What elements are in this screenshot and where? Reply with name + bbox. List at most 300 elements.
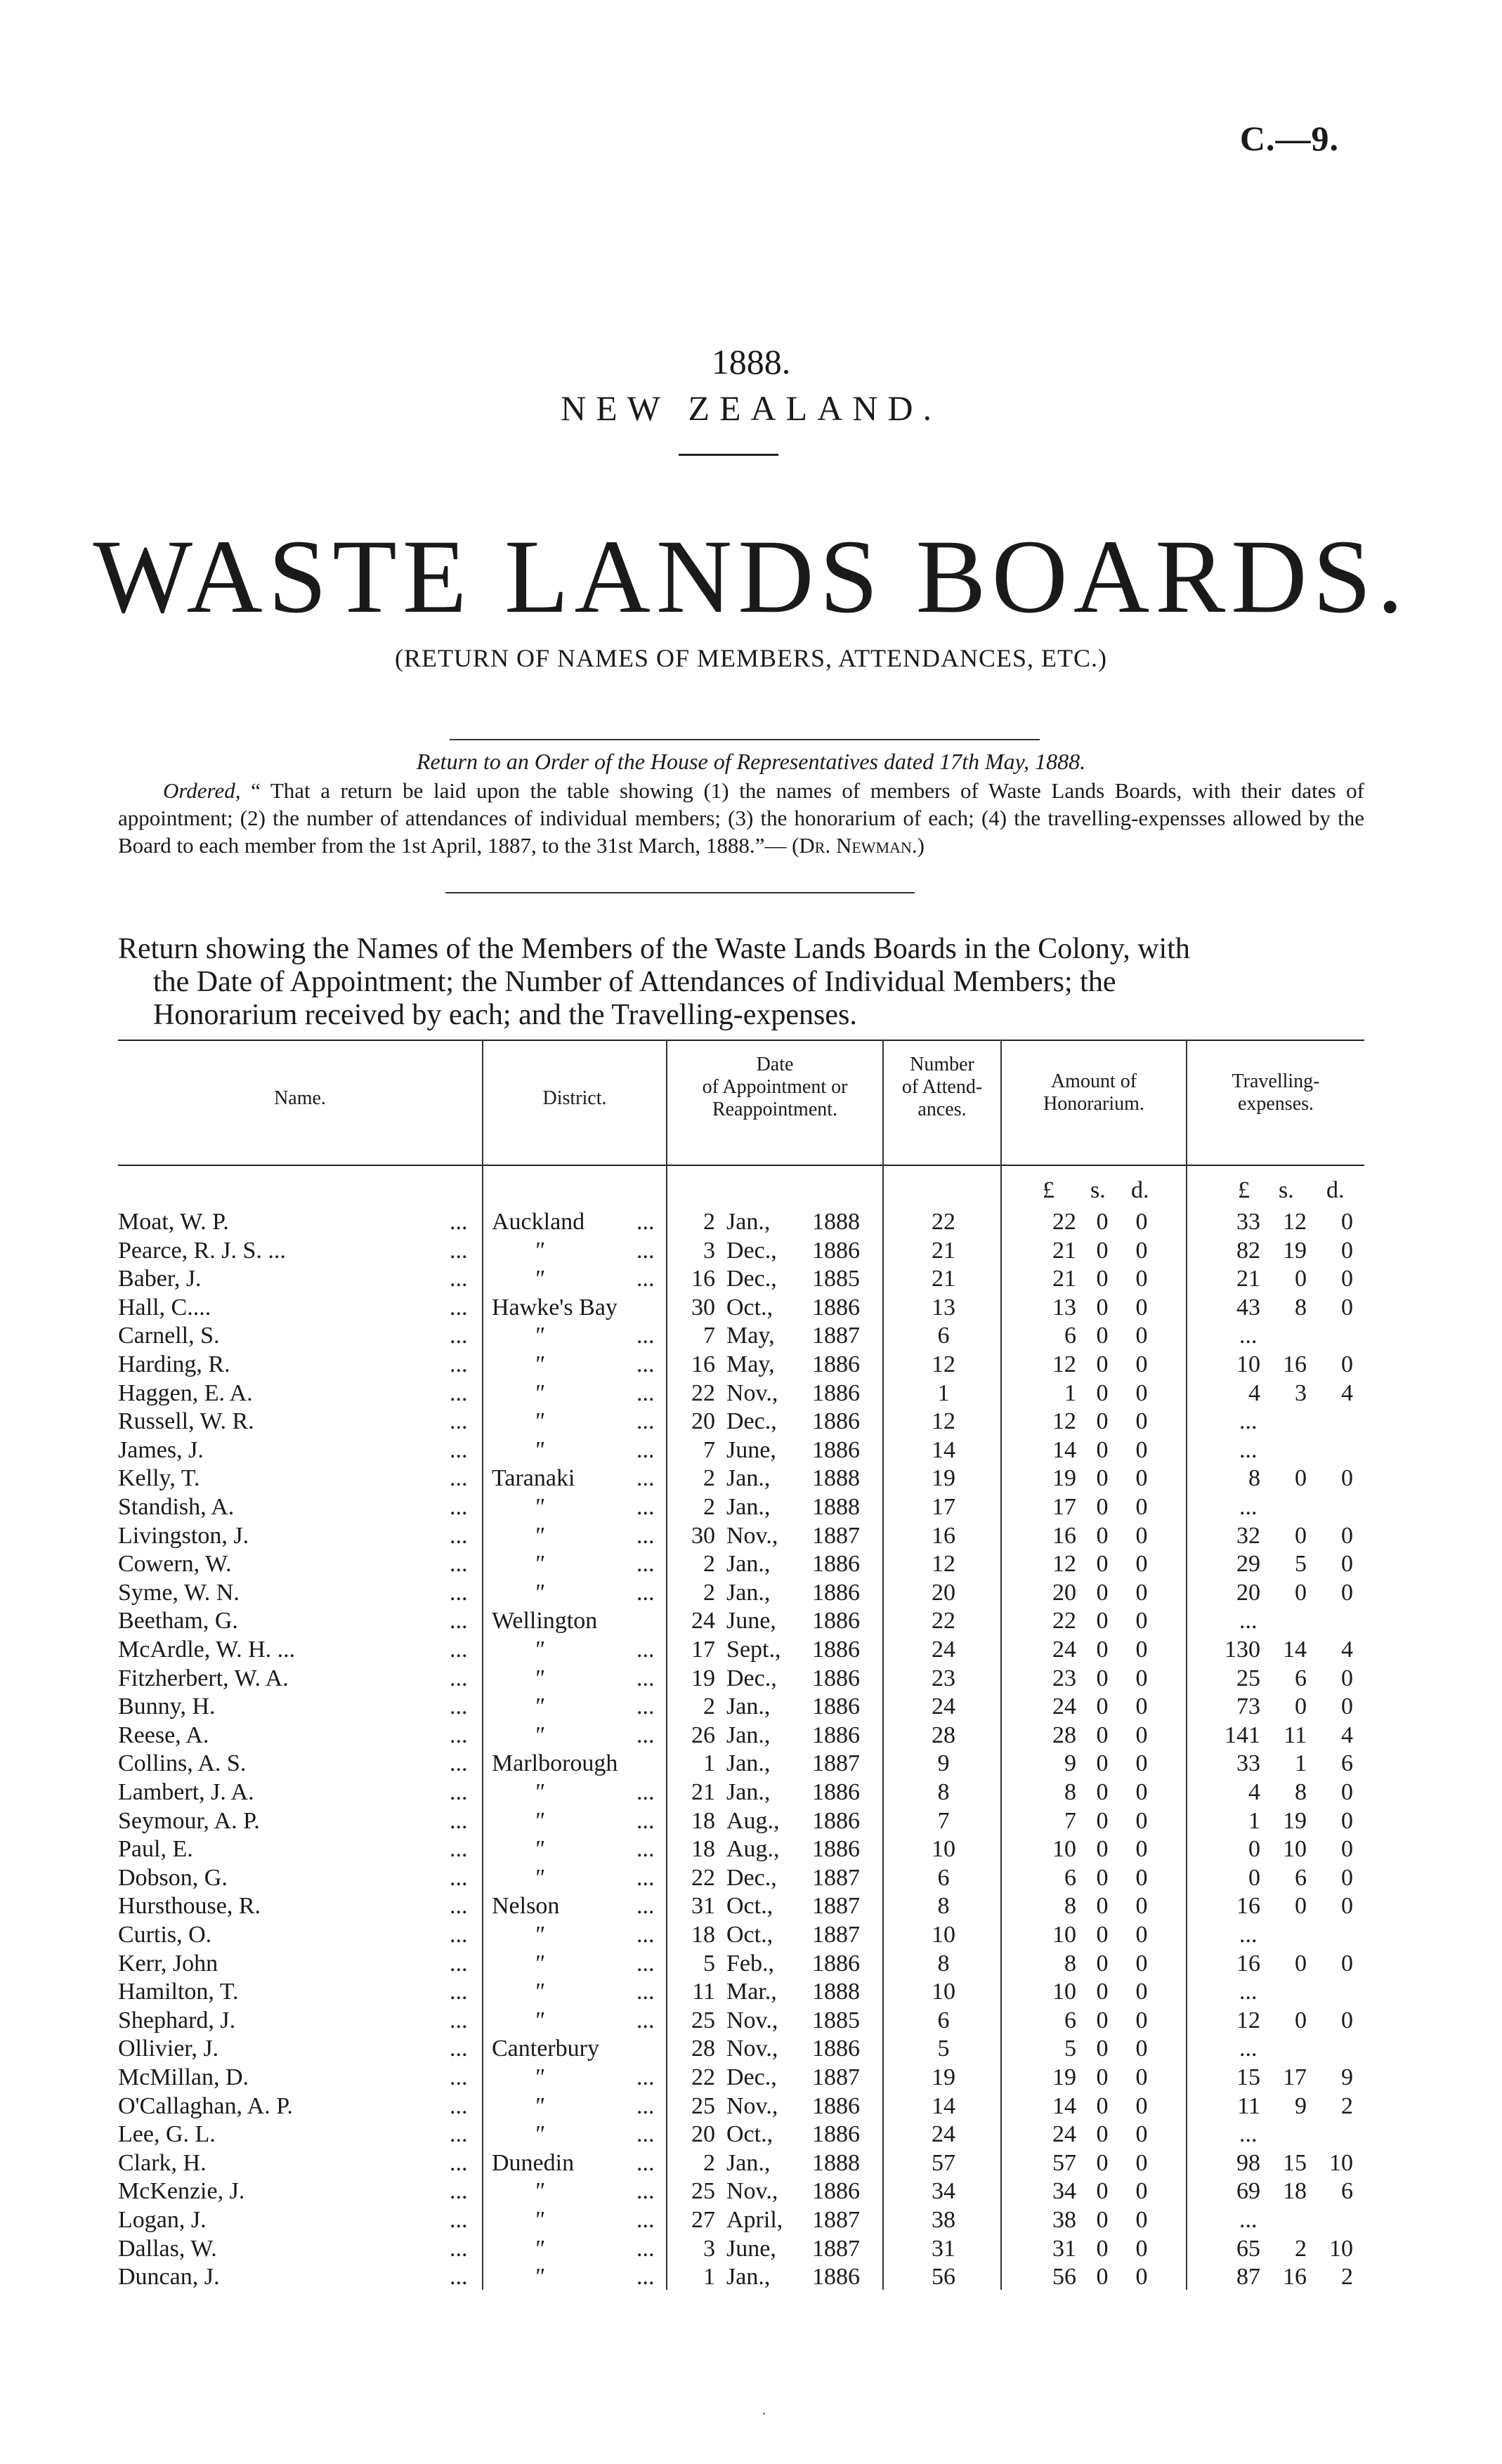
honorarium-shillings: 0 (1096, 2178, 1109, 2205)
attendances: 19 (932, 2064, 955, 2090)
attendances: 17 (932, 1494, 955, 1520)
honorarium-pence: 0 (1135, 1893, 1148, 1920)
appointment-year: 1886 (812, 2178, 860, 2205)
attendances: 57 (932, 2149, 955, 2176)
leader-dots: ... (450, 1465, 468, 1492)
leader-dots: ... (450, 2149, 468, 2176)
honorarium-pence: 0 (1135, 2178, 1148, 2205)
leader-dots: ... (636, 1237, 655, 1264)
attendances: 6 (937, 1323, 950, 1349)
honorarium-shillings: 0 (1096, 1836, 1109, 1863)
district-ditto: " (534, 2121, 544, 2148)
honorarium-shillings: 0 (1096, 1893, 1109, 1920)
member-name: Paul, E. (118, 1836, 193, 1863)
honorarium-pounds: 5 (1064, 2036, 1076, 2062)
travelling-pounds: 10 (1236, 1351, 1260, 1377)
district-ditto: " (534, 1522, 544, 1549)
honorarium-pence: 0 (1135, 1408, 1148, 1435)
table-row (0, 1835, 1502, 1863)
district-ditto: " (534, 1693, 544, 1720)
honorarium-pounds: 34 (1052, 2178, 1076, 2205)
leader-dots: ... (450, 2064, 468, 2090)
district-ditto: " (534, 1266, 544, 1292)
honorarium-shillings: 0 (1096, 1750, 1109, 1777)
district-ditto: " (534, 1950, 544, 1977)
order-rule-top (450, 739, 1040, 740)
table-row (0, 2007, 1502, 2035)
honorarium-pounds: 28 (1052, 1722, 1076, 1748)
appointment-month: Mar., (726, 1979, 777, 2005)
member-name: Syme, W. N. (118, 1579, 240, 1606)
district-ditto: " (534, 1579, 544, 1606)
honorarium-shillings: 0 (1096, 2064, 1109, 2090)
honorarium-pence: 0 (1135, 1779, 1148, 1805)
honorarium-pence: 0 (1135, 1380, 1148, 1406)
honorarium-pounds: 21 (1052, 1237, 1076, 1264)
leader-dots: ... (450, 1665, 468, 1691)
appointment-month: Dec., (726, 1266, 777, 1292)
table-row (0, 1265, 1502, 1293)
appointment-day: 3 (703, 1237, 715, 1264)
honorarium-pence: 0 (1135, 2064, 1148, 2090)
travelling-pence: 0 (1341, 1579, 1353, 1606)
header-attendances-line-3: ances. (917, 1099, 967, 1120)
table-row (0, 2263, 1502, 2291)
district-ditto: " (534, 1722, 544, 1748)
travelling-pence: 0 (1341, 1779, 1353, 1805)
honorarium-shillings: 0 (1096, 1579, 1109, 1606)
leader-dots: ... (450, 1323, 468, 1349)
travelling-shillings: 10 (1283, 1836, 1307, 1863)
appointment-month: June, (726, 2235, 776, 2262)
leader-dots: ... (636, 2121, 655, 2148)
honorarium-pence: 0 (1135, 1979, 1148, 2005)
table-row (0, 2035, 1502, 2063)
honorarium-pounds: 10 (1052, 1922, 1076, 1948)
member-name: Hamilton, T. (118, 1979, 239, 2005)
member-name: James, J. (118, 1436, 204, 1463)
travelling-none: ... (1239, 1922, 1258, 1948)
honorarium-shillings: 0 (1096, 1465, 1109, 1492)
travelling-pence: 10 (1329, 2235, 1353, 2262)
header-honorarium (1002, 1070, 1186, 1115)
header-honorarium-line-2: Honorarium. (1043, 1093, 1144, 1115)
member-name: Beetham, G. (118, 1608, 238, 1634)
member-name: Shephard, J. (118, 2007, 236, 2033)
appointment-day: 16 (691, 1266, 715, 1292)
leader-dots: ... (450, 1922, 468, 1948)
travelling-pence: 0 (1341, 1351, 1353, 1377)
table-row (0, 1322, 1502, 1350)
district-ditto: " (534, 1836, 544, 1863)
travelling-shillings: 19 (1283, 1237, 1307, 1264)
travelling-pounds: 15 (1236, 2064, 1260, 2090)
member-name: Dallas, W. (118, 2235, 217, 2262)
honorarium-shillings: 0 (1096, 1922, 1109, 1948)
leader-dots: ... (450, 1750, 468, 1777)
leader-dots: ... (450, 1237, 468, 1264)
appointment-day: 22 (691, 1380, 715, 1406)
appointment-month: Dec., (726, 1237, 777, 1264)
header-name: Name. (274, 1087, 326, 1109)
travelling-pence: 0 (1341, 1836, 1353, 1863)
appointment-month: Oct., (726, 2121, 773, 2148)
honorarium-pence: 0 (1135, 1693, 1148, 1720)
honorarium-pounds: 14 (1052, 2092, 1076, 2119)
travelling-pence: 0 (1341, 1893, 1353, 1920)
leader-dots: ... (450, 2235, 468, 2262)
travelling-pence: 0 (1341, 1522, 1353, 1549)
honorarium-pounds: 22 (1052, 1608, 1076, 1634)
travelling-shillings: 17 (1283, 2064, 1307, 2090)
order-body: “ That a return be laid upon the table showing (1) the names of members of Waste Lands Boards, with their dates of appointment; (2) the number of attendances of individual members; (3) the honorarium of each; (4) the travelling-expensses allowed by the Board to each member from the 1st April, 1887, to the 31st March, 1888.”— (118, 778, 1365, 858)
appointment-year: 1886 (812, 1608, 860, 1634)
travelling-shillings: 19 (1283, 1807, 1307, 1834)
table-row (0, 1864, 1502, 1892)
appointment-day: 24 (691, 1608, 715, 1634)
honorarium-pence: 0 (1135, 1864, 1148, 1891)
table-row (0, 1778, 1502, 1807)
leader-dots: ... (450, 1294, 468, 1321)
district-ditto: " (534, 2235, 544, 2262)
travelling-pence: 0 (1341, 1294, 1353, 1321)
leader-dots: ... (636, 1522, 655, 1549)
member-name: Carnell, S. (118, 1323, 220, 1349)
honorarium-pounds: 7 (1064, 1807, 1076, 1834)
header-date-line-1: Date (756, 1054, 794, 1075)
travelling-pence: 0 (1341, 1693, 1353, 1720)
honorarium-shillings: 0 (1096, 1665, 1109, 1691)
travelling-pounds: 43 (1236, 1294, 1260, 1321)
attendances: 24 (932, 1637, 955, 1663)
member-name: Baber, J. (118, 1266, 202, 1292)
appointment-month: April, (726, 2207, 783, 2233)
attendances: 9 (937, 1750, 950, 1777)
appointment-year: 1888 (812, 1979, 860, 2005)
main-title: WASTE LANDS BOARDS. (93, 518, 1409, 635)
appointment-year: 1886 (812, 1779, 860, 1805)
honorarium-pounds: 6 (1064, 1864, 1076, 1891)
honorarium-pence: 0 (1135, 1807, 1148, 1834)
travelling-pounds: 8 (1248, 1465, 1260, 1492)
appointment-year: 1887 (812, 1750, 860, 1777)
member-name: Harding, R. (118, 1351, 230, 1377)
leader-dots: ... (636, 1779, 655, 1805)
honorarium-pounds: 21 (1052, 1266, 1076, 1292)
member-name: McKenzie, J. (118, 2178, 245, 2205)
travelling-pounds: 87 (1236, 2264, 1260, 2291)
travelling-shillings: 8 (1295, 1779, 1307, 1805)
leader-dots: ... (636, 1323, 655, 1349)
honorarium-shillings: 0 (1096, 1351, 1109, 1377)
travelling-pounds: 73 (1236, 1693, 1260, 1720)
honorarium-shillings: 0 (1096, 1522, 1109, 1549)
appointment-month: Jan., (726, 1722, 771, 1748)
attendances: 38 (932, 2207, 955, 2233)
travelling-pounds: 65 (1236, 2235, 1260, 2262)
member-name: Curtis, O. (118, 1922, 212, 1948)
honorarium-pounds: 17 (1052, 1494, 1076, 1520)
appointment-month: Dec., (726, 1408, 777, 1435)
leader-dots: ... (450, 1893, 468, 1920)
travelling-pounds: 33 (1236, 1209, 1260, 1235)
travelling-pounds: 32 (1236, 1522, 1260, 1549)
honorarium-pence: 0 (1135, 1436, 1148, 1463)
year: 1888. (711, 342, 791, 381)
attendances: 56 (932, 2264, 955, 2291)
appointment-month: Nov., (726, 1380, 778, 1406)
unit-pence-honorarium: d. (1131, 1177, 1149, 1203)
appointment-year: 1886 (812, 1836, 860, 1863)
appointment-day: 17 (691, 1637, 715, 1663)
appointment-day: 2 (703, 1465, 715, 1492)
leader-dots: ... (450, 1864, 468, 1891)
travelling-shillings: 0 (1295, 1950, 1307, 1977)
honorarium-pounds: 16 (1052, 1522, 1076, 1549)
honorarium-pounds: 10 (1052, 1979, 1076, 2005)
honorarium-shillings: 0 (1096, 2149, 1109, 2176)
district-ditto: " (534, 1351, 544, 1377)
leader-dots: ... (450, 1380, 468, 1406)
leader-dots: ... (636, 1637, 655, 1663)
appointment-month: Jan., (726, 1494, 771, 1520)
travelling-pence: 0 (1341, 1209, 1353, 1235)
appointment-day: 18 (691, 1836, 715, 1863)
unit-pound-travelling: £ (1238, 1177, 1250, 1203)
table-row (0, 1665, 1502, 1693)
appointment-year: 1888 (812, 1209, 860, 1235)
table-row (0, 1636, 1502, 1664)
leader-dots: ... (450, 1408, 468, 1435)
travelling-pounds: 29 (1236, 1551, 1260, 1578)
appointment-month: Sept., (726, 1637, 781, 1663)
header-honorarium-line-1: Amount of (1050, 1070, 1137, 1092)
table-row (0, 1978, 1502, 2006)
appointment-year: 1886 (812, 2121, 860, 2148)
leader-dots: ... (450, 2036, 468, 2062)
table-row (0, 1807, 1502, 1835)
appointment-day: 31 (691, 1893, 715, 1920)
travelling-pounds: 98 (1236, 2149, 1260, 2176)
appointment-day: 1 (703, 1750, 715, 1777)
honorarium-pounds: 22 (1052, 1209, 1076, 1235)
attendances: 12 (932, 1551, 955, 1578)
travelling-pounds: 0 (1248, 1864, 1260, 1891)
district-ditto: " (534, 1922, 544, 1948)
leader-dots: ... (636, 1893, 655, 1920)
district: Nelson (492, 1893, 560, 1920)
appointment-day: 5 (703, 1950, 715, 1977)
attendances: 14 (932, 1436, 955, 1463)
leader-dots: ... (450, 1779, 468, 1805)
attendances: 21 (932, 1266, 955, 1292)
member-name: Haggen, E. A. (118, 1380, 253, 1406)
travelling-pounds: 16 (1236, 1950, 1260, 1977)
header-date-line-2: of Appointment or (702, 1076, 848, 1098)
honorarium-pounds: 14 (1052, 1436, 1076, 1463)
honorarium-pence: 0 (1135, 2036, 1148, 2062)
appointment-year: 1886 (812, 2264, 860, 2291)
travelling-shillings: 16 (1283, 1351, 1307, 1377)
table-row (0, 2064, 1502, 2092)
honorarium-pounds: 56 (1052, 2264, 1076, 2291)
attendances: 7 (937, 1807, 950, 1834)
travelling-shillings: 3 (1295, 1380, 1307, 1406)
appointment-day: 3 (703, 2235, 715, 2262)
header-attendances (884, 1054, 1000, 1121)
travelling-pence: 0 (1341, 1465, 1353, 1492)
appointment-day: 18 (691, 1922, 715, 1948)
leader-dots: ... (636, 1922, 655, 1948)
member-name: Kerr, John (118, 1950, 218, 1977)
travelling-pounds: 11 (1237, 2092, 1260, 2119)
appointment-month: June, (726, 1608, 776, 1634)
header-district: District. (542, 1087, 607, 1109)
travelling-pounds: 0 (1248, 1836, 1260, 1863)
honorarium-shillings: 0 (1096, 1551, 1109, 1578)
honorarium-shillings: 0 (1096, 1979, 1109, 2005)
appointment-day: 30 (691, 1522, 715, 1549)
attendances: 10 (932, 1922, 955, 1948)
appointment-day: 19 (691, 1665, 715, 1691)
member-name: Bunny, H. (118, 1693, 216, 1720)
leader-dots: ... (636, 1266, 655, 1292)
page-mark: · (762, 2406, 766, 2422)
ordered-word: Ordered, (163, 778, 241, 803)
honorarium-shillings: 0 (1096, 2092, 1109, 2119)
honorarium-pounds: 24 (1052, 1693, 1076, 1720)
honorarium-pence: 0 (1135, 1266, 1148, 1292)
appointment-month: Jan., (726, 1209, 771, 1235)
travelling-pence: 10 (1329, 2149, 1353, 2176)
attendances: 22 (932, 1608, 955, 1634)
unit-pound-honorarium: £ (1043, 1177, 1054, 1203)
honorarium-pence: 0 (1135, 1922, 1148, 1948)
appointment-day: 2 (703, 1693, 715, 1720)
honorarium-pounds: 6 (1064, 1323, 1076, 1349)
appointment-month: Dec., (726, 2064, 777, 2090)
appointment-month: Dec., (726, 1864, 777, 1891)
district-ditto: " (534, 1779, 544, 1805)
travelling-pence: 2 (1341, 2092, 1353, 2119)
honorarium-shillings: 0 (1096, 2007, 1109, 2033)
leader-dots: ... (450, 1209, 468, 1235)
travelling-none: ... (1239, 2036, 1258, 2062)
appointment-year: 1888 (812, 1465, 860, 1492)
appointment-year: 1886 (812, 1551, 860, 1578)
member-name: Russell, W. R. (118, 1408, 254, 1435)
honorarium-pence: 0 (1135, 1323, 1148, 1349)
appointment-year: 1886 (812, 1351, 860, 1377)
leader-dots: ... (450, 2092, 468, 2119)
district: Canterbury (492, 2036, 599, 2062)
appointment-month: Nov., (726, 1522, 778, 1549)
district-ditto: " (534, 2207, 544, 2233)
travelling-shillings: 0 (1295, 2007, 1307, 2033)
attendances: 28 (932, 1722, 955, 1748)
travelling-pence: 0 (1341, 1807, 1353, 1834)
appointment-day: 2 (703, 1579, 715, 1606)
travelling-shillings: 0 (1295, 1266, 1307, 1292)
title-rule (679, 454, 778, 456)
leader-dots: ... (636, 1380, 655, 1406)
honorarium-pounds: 6 (1064, 2007, 1076, 2033)
honorarium-pence: 0 (1135, 1608, 1148, 1634)
leader-dots: ... (450, 1351, 468, 1377)
leader-dots: ... (450, 1266, 468, 1292)
leader-dots: ... (636, 2064, 655, 2090)
leader-dots: ... (450, 1637, 468, 1663)
appointment-month: Oct., (726, 1893, 773, 1920)
member-name: Seymour, A. P. (118, 1807, 260, 1834)
appointment-year: 1886 (812, 1380, 860, 1406)
appointment-month: Oct., (726, 1294, 773, 1321)
leader-dots: ... (450, 2007, 468, 2033)
travelling-shillings: 0 (1295, 1579, 1307, 1606)
travelling-pence: 0 (1341, 1950, 1353, 1977)
leader-dots: ... (636, 1551, 655, 1578)
table-row (0, 1750, 1502, 1778)
district: Taranaki (492, 1465, 575, 1492)
attendances: 12 (932, 1351, 955, 1377)
honorarium-shillings: 0 (1096, 2235, 1109, 2262)
appointment-day: 16 (691, 1351, 715, 1377)
district-ditto: " (534, 1494, 544, 1520)
travelling-pounds: 4 (1248, 1779, 1260, 1805)
honorarium-pence: 0 (1135, 1637, 1148, 1663)
travelling-pounds: 4 (1248, 1380, 1260, 1406)
attendances: 1 (937, 1380, 950, 1406)
appointment-month: Dec., (726, 1665, 777, 1691)
appointment-day: 25 (691, 2007, 715, 2033)
honorarium-pounds: 38 (1052, 2207, 1076, 2233)
appointment-year: 1887 (812, 2064, 860, 2090)
honorarium-pence: 0 (1135, 2207, 1148, 2233)
appointment-day: 2 (703, 1494, 715, 1520)
appointment-day: 22 (691, 1864, 715, 1891)
honorarium-pence: 0 (1135, 1294, 1148, 1321)
honorarium-shillings: 0 (1096, 1722, 1109, 1748)
honorarium-pounds: 24 (1052, 1637, 1076, 1663)
member-name: Standish, A. (118, 1494, 235, 1520)
attendances: 24 (932, 2121, 955, 2148)
leader-dots: ... (450, 2178, 468, 2205)
attendances: 22 (932, 1209, 955, 1235)
honorarium-pence: 0 (1135, 1722, 1148, 1748)
travelling-pounds: 141 (1225, 1722, 1260, 1748)
travelling-shillings: 5 (1295, 1551, 1307, 1578)
table-header-rule (118, 1165, 1364, 1166)
member-name: Dobson, G. (118, 1864, 228, 1891)
travelling-shillings: 12 (1283, 1209, 1307, 1235)
member-name: Fitzherbert, W. A. (118, 1665, 289, 1691)
attendances: 8 (937, 1893, 950, 1920)
leader-dots: ... (636, 2264, 655, 2291)
honorarium-pounds: 8 (1064, 1950, 1076, 1977)
table-row (0, 1722, 1502, 1750)
appointment-day: 28 (691, 2036, 715, 2062)
travelling-pence: 4 (1341, 1722, 1353, 1748)
honorarium-shillings: 0 (1096, 1380, 1109, 1406)
table-row (0, 1921, 1502, 1949)
district: Hawke's Bay (492, 1294, 618, 1321)
table-row (0, 2149, 1502, 2177)
honorarium-pounds: 10 (1052, 1836, 1076, 1863)
leader-dots: ... (450, 1950, 468, 1977)
leader-dots: ... (450, 1436, 468, 1463)
appointment-month: Nov., (726, 2092, 778, 2119)
member-name: Hall, C.... (118, 1294, 211, 1321)
